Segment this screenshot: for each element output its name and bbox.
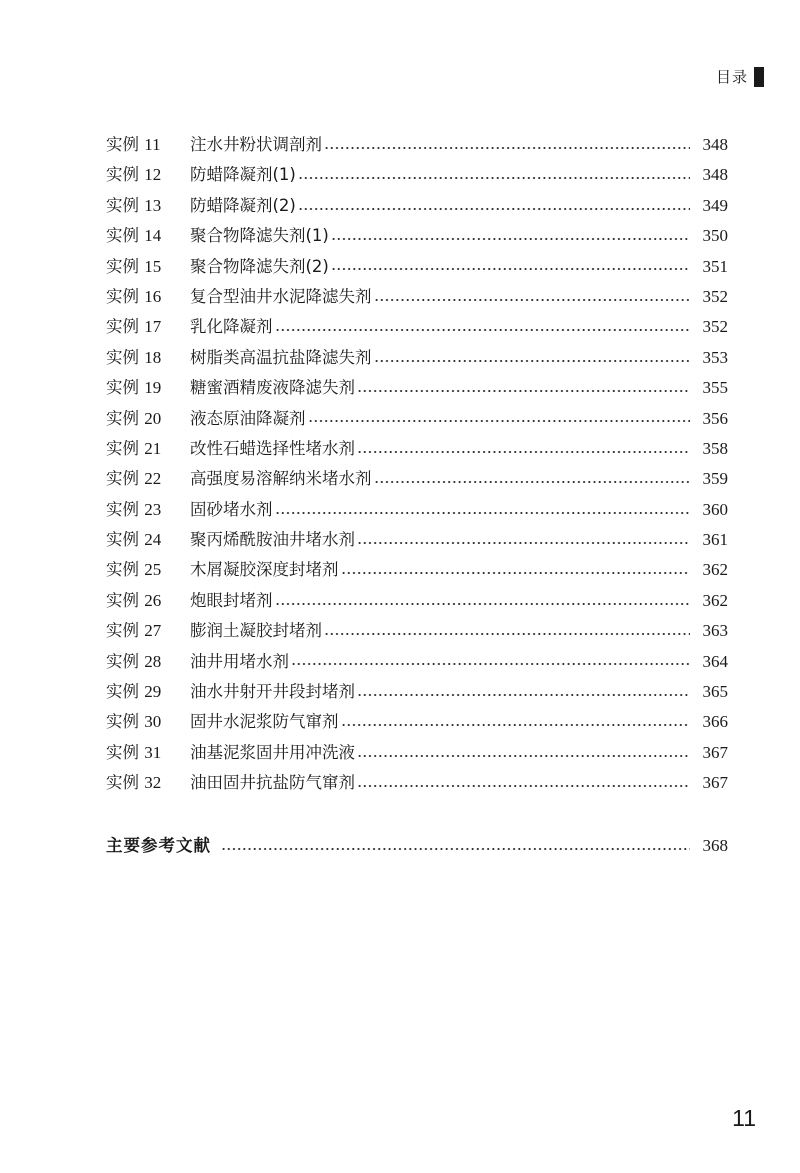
header-marker-block <box>754 67 764 87</box>
toc-entry-index: 30 <box>144 712 162 732</box>
toc-entry-title: 树脂类高温抗盐降滤失剂 <box>190 347 372 367</box>
dot-leader <box>357 525 690 555</box>
toc-entry-page: 352 <box>702 286 728 306</box>
toc-entry-prefix: 实例 <box>106 135 139 154</box>
toc-entry[interactable] <box>106 707 728 737</box>
toc-entry-title: 改性石蜡选择性堵水剂 <box>190 438 355 458</box>
toc-entry-index: 22 <box>144 469 162 489</box>
toc-entry-prefix: 实例 <box>106 226 139 246</box>
dot-leader <box>324 616 690 646</box>
toc-entry-index: 28 <box>144 651 162 671</box>
toc-entry-number <box>106 707 190 737</box>
toc-entry-number <box>106 282 190 312</box>
toc-entry-prefix: 实例 <box>106 408 139 428</box>
toc-entry-number <box>106 312 190 342</box>
toc-entry-page: 352 <box>702 317 728 337</box>
toc-entry-index: 26 <box>144 590 162 610</box>
table-of-contents <box>106 130 728 799</box>
toc-entry-index: 13 <box>144 195 162 215</box>
toc-entry-prefix: 实例 <box>106 712 139 732</box>
header-label: 目录 <box>715 68 748 86</box>
toc-entry-title: 复合型油井水泥降滤失剂 <box>190 286 372 306</box>
toc-entry-page: 367 <box>702 773 728 793</box>
toc-entry-page: 360 <box>702 499 728 519</box>
toc-entry-index: 29 <box>144 682 162 702</box>
references-page: 368 <box>702 836 728 855</box>
toc-entry-number <box>106 768 190 798</box>
toc-entry-page: 353 <box>702 347 728 367</box>
toc-entry-title: 木屑凝胶深度封堵剂 <box>190 560 339 580</box>
toc-entry-title: 油水井射开井段封堵剂 <box>190 682 355 702</box>
toc-entry-title: 炮眼封堵剂 <box>190 590 273 610</box>
toc-entry[interactable] <box>106 677 728 707</box>
toc-entry-prefix: 实例 <box>106 621 139 641</box>
toc-entry-page: 349 <box>702 195 728 215</box>
toc-entry-title: 聚丙烯酰胺油井堵水剂 <box>190 530 355 550</box>
toc-entry-number <box>106 130 190 160</box>
toc-entry-page: 348 <box>702 135 728 154</box>
toc-entry-page: 362 <box>702 590 728 610</box>
toc-entry[interactable] <box>106 647 728 677</box>
toc-entry-page: 361 <box>702 530 728 550</box>
toc-entry-page: 356 <box>702 408 728 428</box>
dot-leader <box>275 495 691 525</box>
toc-entry-index: 21 <box>144 438 162 458</box>
toc-entry-number <box>106 160 190 190</box>
toc-entry[interactable] <box>106 555 728 585</box>
toc-entry-title: 油井用堵水剂 <box>190 651 289 671</box>
toc-entry-prefix: 实例 <box>106 682 139 702</box>
toc-entry[interactable] <box>106 464 728 494</box>
toc-entry-page: 359 <box>702 469 728 489</box>
toc-entry-title: 膨润土凝胶封堵剂 <box>190 621 322 641</box>
toc-entry-page: 367 <box>702 742 728 762</box>
toc-entry[interactable] <box>106 404 728 434</box>
toc-entry[interactable] <box>106 130 728 160</box>
page-number: 11 <box>732 1105 756 1131</box>
toc-entry-prefix: 实例 <box>106 773 139 793</box>
toc-entry-number <box>106 495 190 525</box>
dot-leader <box>331 252 690 282</box>
toc-entry-index: 32 <box>144 773 162 793</box>
dot-leader <box>298 160 690 190</box>
dot-leader <box>275 312 691 342</box>
toc-entry-number <box>106 586 190 616</box>
toc-entry-title: 注水井粉状调剖剂 <box>190 135 322 154</box>
toc-entry-index: 14 <box>144 226 162 246</box>
dot-leader <box>374 343 691 373</box>
toc-entry-number <box>106 464 190 494</box>
toc-entry-index: 11 <box>144 135 161 154</box>
toc-entry-prefix: 实例 <box>106 499 139 519</box>
references-entry[interactable] <box>106 831 728 861</box>
toc-entry-page: 355 <box>702 378 728 398</box>
dot-leader <box>341 555 691 585</box>
toc-entry-page: 363 <box>702 621 728 641</box>
toc-entry-index: 16 <box>144 286 162 306</box>
dot-leader <box>374 464 691 494</box>
dot-leader <box>308 404 691 434</box>
toc-entry-prefix: 实例 <box>106 438 139 458</box>
toc-entry-prefix: 实例 <box>106 651 139 671</box>
toc-entry-index: 19 <box>144 378 162 398</box>
dot-leader <box>341 707 691 737</box>
toc-entry-prefix: 实例 <box>106 378 139 398</box>
dot-leader <box>291 647 690 677</box>
toc-entry-index: 20 <box>144 408 162 428</box>
toc-entry[interactable] <box>106 221 728 251</box>
toc-entry-prefix: 实例 <box>106 347 139 367</box>
dot-leader <box>357 738 690 768</box>
toc-entry-number <box>106 434 190 464</box>
toc-entry-title: 糖蜜酒精废液降滤失剂 <box>190 378 355 398</box>
toc-entry-number <box>106 221 190 251</box>
toc-entry[interactable] <box>106 586 728 616</box>
toc-entry-number <box>106 677 190 707</box>
toc-entry-page: 362 <box>702 560 728 580</box>
toc-entry-title: 液态原油降凝剂 <box>190 408 306 428</box>
toc-entry-number <box>106 373 190 403</box>
toc-entry-prefix: 实例 <box>106 560 139 580</box>
toc-entry-prefix: 实例 <box>106 286 139 306</box>
toc-entry-number <box>106 191 190 221</box>
toc-entry[interactable] <box>106 160 728 190</box>
toc-entry-prefix: 实例 <box>106 530 139 550</box>
toc-entry[interactable] <box>106 312 728 342</box>
toc-entry[interactable] <box>106 282 728 312</box>
dot-leader <box>357 434 690 464</box>
toc-entry[interactable] <box>106 191 728 221</box>
toc-entry-index: 17 <box>144 317 162 337</box>
toc-entry-index: 31 <box>144 742 162 762</box>
dot-leader <box>298 191 690 221</box>
toc-entry-number <box>106 343 190 373</box>
dot-leader <box>331 221 690 251</box>
toc-entry-prefix: 实例 <box>106 742 139 762</box>
toc-entry-index: 27 <box>144 621 162 641</box>
toc-entry-prefix: 实例 <box>106 195 139 215</box>
toc-entry-number <box>106 252 190 282</box>
toc-entry-index: 24 <box>144 530 162 550</box>
toc-entry-title: 聚合物降滤失剂(2) <box>190 256 329 276</box>
toc-entry-number <box>106 616 190 646</box>
dot-leader <box>357 768 690 798</box>
toc-entry-index: 15 <box>144 256 162 276</box>
dot-leader <box>357 373 690 403</box>
toc-entry[interactable] <box>106 343 728 373</box>
toc-entry-title: 固砂堵水剂 <box>190 499 273 519</box>
toc-entry-page: 366 <box>702 712 728 732</box>
toc-entry-title: 乳化降凝剂 <box>190 317 273 337</box>
toc-entry[interactable] <box>106 768 728 798</box>
toc-entry-prefix: 实例 <box>106 317 139 337</box>
dot-leader <box>275 586 691 616</box>
toc-entry-title: 油基泥浆固井用冲洗液 <box>190 742 355 762</box>
toc-entry-title: 防蜡降凝剂(2) <box>190 195 296 215</box>
toc-entry[interactable] <box>106 616 728 646</box>
toc-entry[interactable] <box>106 373 728 403</box>
dot-leader <box>324 130 690 160</box>
dot-leader <box>374 282 691 312</box>
dot-leader <box>357 677 690 707</box>
toc-entry[interactable] <box>106 252 728 282</box>
toc-entry-prefix: 实例 <box>106 256 139 276</box>
toc-entry-number <box>106 555 190 585</box>
toc-entry-index: 23 <box>144 499 162 519</box>
toc-entry[interactable] <box>106 495 728 525</box>
toc-entry-page: 351 <box>702 256 728 276</box>
toc-entry-prefix: 实例 <box>106 469 139 489</box>
toc-entry-number <box>106 647 190 677</box>
toc-entry-title: 聚合物降滤失剂(1) <box>190 226 329 246</box>
running-header <box>716 66 764 87</box>
toc-entry-title: 高强度易溶解纳米堵水剂 <box>190 469 372 489</box>
toc-entry-prefix: 实例 <box>106 590 139 610</box>
toc-entry-title: 固井水泥浆防气窜剂 <box>190 712 339 732</box>
toc-entry-page: 348 <box>702 165 728 185</box>
toc-entry-title: 防蜡降凝剂(1) <box>190 165 296 185</box>
toc-entry-title: 油田固井抗盐防气窜剂 <box>190 773 355 793</box>
toc-entry-prefix: 实例 <box>106 165 139 185</box>
toc-entry-index: 25 <box>144 560 162 580</box>
toc-entry-number <box>106 525 190 555</box>
references-title: 主要参考文献 <box>106 836 211 855</box>
dot-leader <box>221 831 690 861</box>
toc-entry-index: 18 <box>144 347 162 367</box>
toc-entry-number <box>106 738 190 768</box>
toc-entry-page: 364 <box>702 651 728 671</box>
toc-entry-page: 365 <box>702 682 728 702</box>
toc-entry-number <box>106 404 190 434</box>
toc-entry[interactable] <box>106 434 728 464</box>
toc-entry-page: 350 <box>702 226 728 246</box>
toc-entry-page: 358 <box>702 438 728 458</box>
toc-entry[interactable] <box>106 525 728 555</box>
toc-entry[interactable] <box>106 738 728 768</box>
toc-entry-index: 12 <box>144 165 162 185</box>
